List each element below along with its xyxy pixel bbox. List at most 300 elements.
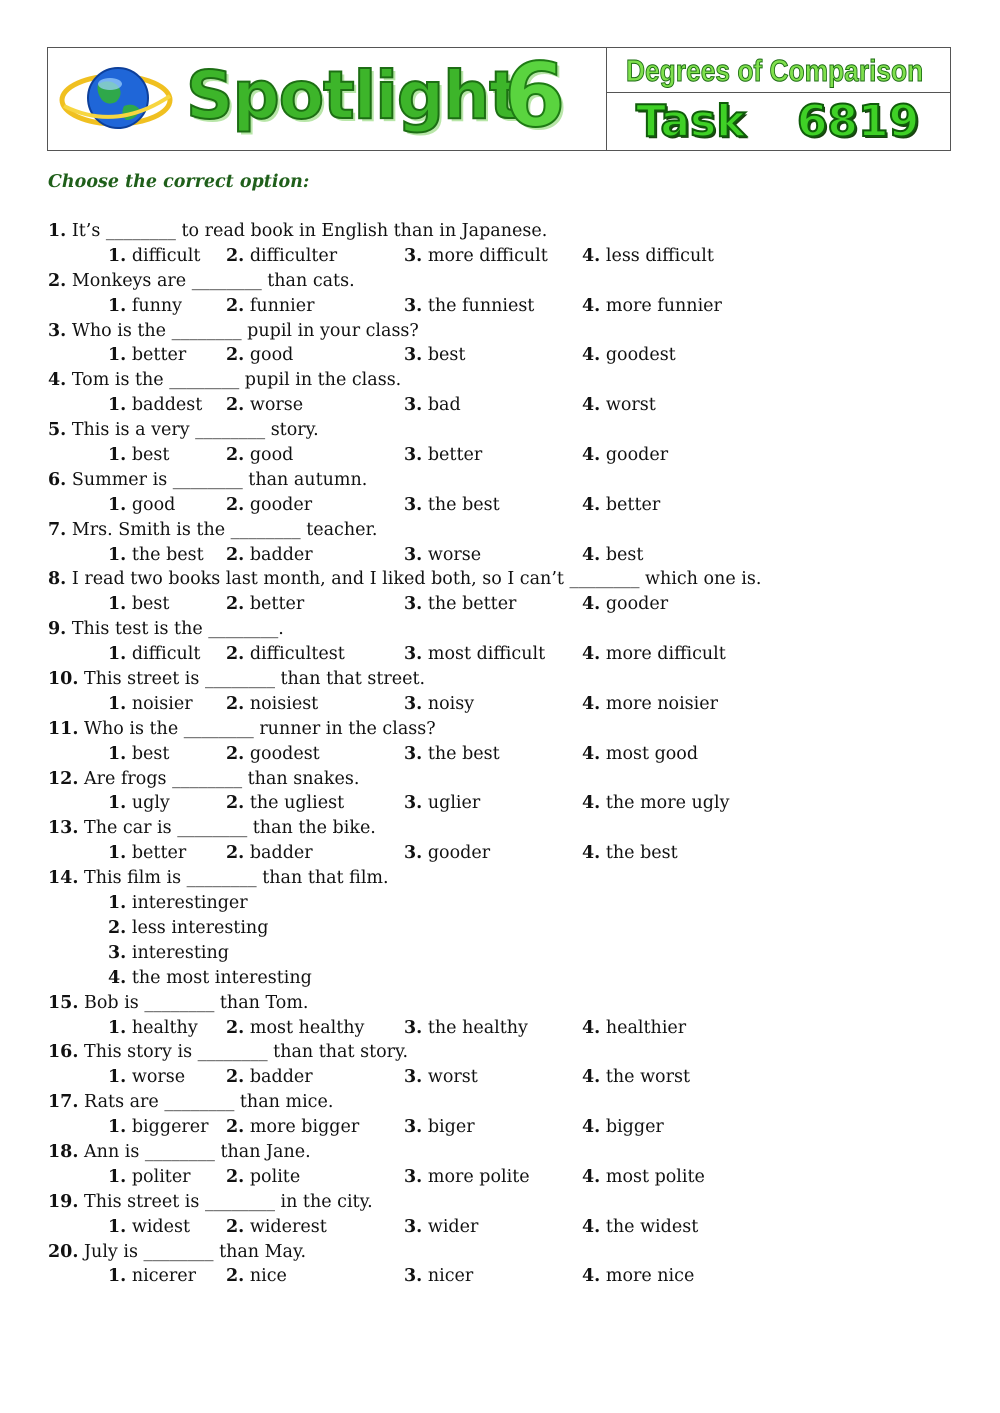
option-number: 1. <box>108 245 127 266</box>
question-number: 14. <box>48 868 79 889</box>
option-number: 1. <box>108 395 127 416</box>
options-row <box>48 841 948 866</box>
answer-option[interactable] <box>582 1165 705 1190</box>
option-number: 2. <box>226 445 245 466</box>
option-number: 3. <box>404 395 423 416</box>
option-text: the funniest <box>427 295 535 316</box>
option-text: the widest <box>605 1216 699 1237</box>
answer-option[interactable] <box>404 841 490 866</box>
option-text: more funnier <box>605 295 722 316</box>
option-number: 4. <box>582 345 601 366</box>
options-row <box>48 1264 948 1289</box>
answer-option[interactable] <box>108 1264 196 1289</box>
question-text: Ann is ________ than Jane. <box>84 1141 311 1162</box>
answer-option[interactable] <box>404 493 500 518</box>
question-text: This test is the ________. <box>71 619 284 640</box>
option-number: 4. <box>582 1067 601 1088</box>
option-number: 4. <box>582 1266 601 1287</box>
options-row <box>48 343 948 368</box>
answer-option[interactable] <box>582 742 698 767</box>
answer-option[interactable] <box>226 1065 313 1090</box>
options-row <box>48 791 948 816</box>
question-18 <box>48 1140 948 1165</box>
question-number: 13. <box>48 818 79 839</box>
option-text: widerest <box>249 1216 327 1237</box>
answer-option[interactable] <box>226 592 304 617</box>
answer-option[interactable] <box>404 244 548 269</box>
option-number: 4. <box>582 544 601 565</box>
question-number: 9. <box>48 619 67 640</box>
answer-option[interactable] <box>582 343 676 368</box>
answer-option[interactable] <box>108 692 193 717</box>
option-text: more difficult <box>427 245 548 266</box>
option-text: uglier <box>427 793 481 814</box>
answer-option[interactable] <box>48 941 948 966</box>
answer-option[interactable] <box>582 592 668 617</box>
question-text: Who is the ________ pupil in your class? <box>71 320 419 341</box>
answer-option[interactable] <box>404 592 516 617</box>
question-8 <box>48 567 948 592</box>
question-text: This is a very ________ story. <box>71 420 319 441</box>
option-text: difficulter <box>249 245 338 266</box>
question-number: 18. <box>48 1141 79 1162</box>
option-text: gooder <box>427 843 491 864</box>
question-text: Mrs. Smith is the ________ teacher. <box>71 519 378 540</box>
worksheet-header <box>47 44 951 151</box>
options-row <box>48 642 948 667</box>
question-16 <box>48 1040 948 1065</box>
options-row <box>48 742 948 767</box>
option-number: 4. <box>582 1166 601 1187</box>
answer-option[interactable] <box>404 692 474 717</box>
answer-option[interactable] <box>226 543 313 568</box>
question-number: 3. <box>48 320 67 341</box>
option-text: goodest <box>605 345 676 366</box>
option-number: 4. <box>582 793 601 814</box>
answer-option[interactable] <box>582 294 722 319</box>
option-number: 4. <box>582 693 601 714</box>
option-number: 2. <box>226 693 245 714</box>
option-number: 3. <box>404 345 423 366</box>
option-number: 4. <box>582 843 601 864</box>
question-2 <box>48 269 948 294</box>
answer-option[interactable] <box>226 1115 359 1140</box>
option-number: 4. <box>582 295 601 316</box>
question-number: 16. <box>48 1042 79 1063</box>
answer-option[interactable] <box>108 841 186 866</box>
options-row <box>48 294 948 319</box>
option-number: 2. <box>226 245 245 266</box>
option-text: bad <box>427 395 461 416</box>
answer-option[interactable] <box>108 1165 191 1190</box>
answer-option[interactable] <box>108 1215 190 1240</box>
option-text: the better <box>427 594 517 615</box>
answer-option[interactable] <box>108 592 169 617</box>
answer-option[interactable] <box>582 692 718 717</box>
option-text: the most interesting <box>131 967 312 988</box>
question-number: 10. <box>48 669 79 690</box>
answer-option[interactable] <box>582 841 678 866</box>
answer-option[interactable] <box>226 443 293 468</box>
answer-option[interactable] <box>48 966 948 991</box>
logo-area <box>48 44 606 150</box>
option-number: 2. <box>226 743 245 764</box>
question-list <box>48 219 948 1289</box>
option-text: worst <box>605 395 656 416</box>
answer-option[interactable] <box>108 343 186 368</box>
answer-option[interactable] <box>404 443 482 468</box>
option-number: 3. <box>404 1067 423 1088</box>
question-5 <box>48 418 948 443</box>
question-text: Monkeys are ________ than cats. <box>71 270 355 291</box>
option-number: 1. <box>108 594 127 615</box>
option-text: baddest <box>131 395 203 416</box>
option-text: biger <box>427 1117 475 1138</box>
option-number: 3. <box>404 693 423 714</box>
option-text: nice <box>249 1266 287 1287</box>
answer-option[interactable] <box>108 543 204 568</box>
option-text: polite <box>249 1166 301 1187</box>
option-text: goodest <box>249 743 320 764</box>
options-row <box>48 692 948 717</box>
option-number: 2. <box>226 544 245 565</box>
answer-option[interactable] <box>108 642 200 667</box>
option-number: 3. <box>404 644 423 665</box>
answer-option[interactable] <box>582 791 729 816</box>
option-text: worse <box>131 1067 186 1088</box>
option-text: noisy <box>427 693 475 714</box>
question-number: 19. <box>48 1191 79 1212</box>
answer-option[interactable] <box>226 343 293 368</box>
question-number: 20. <box>48 1241 79 1262</box>
option-text: more noisier <box>605 693 718 714</box>
option-text: the best <box>427 494 500 515</box>
question-3 <box>48 319 948 344</box>
answer-option[interactable] <box>226 1264 287 1289</box>
question-6 <box>48 468 948 493</box>
option-text: the ugliest <box>249 793 345 814</box>
answer-option[interactable] <box>108 443 169 468</box>
option-number: 2. <box>226 295 245 316</box>
option-text: less difficult <box>605 245 714 266</box>
option-number: 1. <box>108 644 127 665</box>
option-text: badder <box>249 843 313 864</box>
question-number: 7. <box>48 519 67 540</box>
options-row <box>48 1065 948 1090</box>
option-text: nicer <box>427 1266 474 1287</box>
option-text: better <box>131 345 187 366</box>
answer-option[interactable] <box>226 393 303 418</box>
answer-option[interactable] <box>226 841 313 866</box>
option-number: 1. <box>108 295 127 316</box>
answer-option[interactable] <box>108 1016 198 1041</box>
question-number: 1. <box>48 221 67 241</box>
question-number: 17. <box>48 1092 79 1113</box>
option-number: 1. <box>108 494 127 515</box>
answer-option[interactable] <box>48 891 948 916</box>
option-number: 1. <box>108 544 127 565</box>
answer-option[interactable] <box>582 543 643 568</box>
question-number: 15. <box>48 992 79 1013</box>
globe-icon <box>58 60 174 138</box>
task-number: 6819 <box>796 96 920 147</box>
answer-option[interactable] <box>582 1115 664 1140</box>
option-text: more nice <box>605 1266 695 1287</box>
answer-option[interactable] <box>404 1016 528 1041</box>
option-number: 2. <box>226 1266 245 1287</box>
header-divider-vertical <box>606 48 607 150</box>
option-number: 4. <box>582 245 601 266</box>
option-text: worse <box>427 544 482 565</box>
answer-option[interactable] <box>226 1215 327 1240</box>
option-number: 3. <box>404 594 423 615</box>
option-number: 1. <box>108 1067 127 1088</box>
question-1 <box>48 219 948 244</box>
question-text: This film is ________ than that film. <box>84 868 389 889</box>
option-text: the healthy <box>427 1017 528 1038</box>
question-17 <box>48 1090 948 1115</box>
option-text: best <box>427 345 466 366</box>
answer-option[interactable] <box>226 1016 364 1041</box>
option-text: best <box>131 445 170 466</box>
options-row <box>48 1016 948 1041</box>
question-15 <box>48 991 948 1016</box>
option-number: 3. <box>404 793 423 814</box>
question-4 <box>48 368 948 393</box>
answer-option[interactable] <box>404 1165 530 1190</box>
option-number: 1. <box>108 843 127 864</box>
option-number: 2. <box>226 1216 245 1237</box>
instruction-text: Choose the correct option: <box>48 172 310 192</box>
option-text: healthy <box>131 1017 198 1038</box>
option-number: 3. <box>404 1017 423 1038</box>
question-10 <box>48 667 948 692</box>
answer-option[interactable] <box>582 393 656 418</box>
option-number: 2. <box>226 843 245 864</box>
answer-option[interactable] <box>582 1065 690 1090</box>
option-text: the more ugly <box>605 793 730 814</box>
answer-option[interactable] <box>108 1065 185 1090</box>
question-14 <box>48 866 948 891</box>
answer-option[interactable] <box>582 1016 686 1041</box>
question-text: Who is the ________ runner in the class? <box>84 718 436 739</box>
question-text: I read two books last month, and I liked both, so I can’t ________ which one is. <box>71 569 762 590</box>
option-number: 3. <box>404 1117 423 1138</box>
option-number: 1. <box>108 693 127 714</box>
option-text: best <box>131 594 170 615</box>
question-number: 4. <box>48 370 67 391</box>
option-number: 4. <box>108 967 127 988</box>
option-number: 1. <box>108 445 127 466</box>
answer-option[interactable] <box>404 791 480 816</box>
option-number: 1. <box>108 793 127 814</box>
option-number: 2. <box>226 1166 245 1187</box>
option-number: 3. <box>108 942 127 963</box>
option-text: good <box>249 445 294 466</box>
option-text: politer <box>131 1166 191 1187</box>
options-row <box>48 1215 948 1240</box>
answer-option[interactable] <box>582 1264 694 1289</box>
options-row <box>48 244 948 269</box>
answer-option[interactable] <box>404 1065 478 1090</box>
option-text: wider <box>427 1216 479 1237</box>
option-text: badder <box>249 1067 313 1088</box>
option-number: 3. <box>404 1166 423 1187</box>
answer-option[interactable] <box>226 1165 300 1190</box>
answer-option[interactable] <box>404 294 534 319</box>
answer-option[interactable] <box>48 916 948 941</box>
option-text: best <box>605 544 644 565</box>
question-text: Tom is the ________ pupil in the class. <box>71 370 402 391</box>
answer-option[interactable] <box>582 642 726 667</box>
answer-option[interactable] <box>108 244 200 269</box>
answer-option[interactable] <box>108 393 202 418</box>
option-text: most good <box>605 743 699 764</box>
answer-option[interactable] <box>226 742 320 767</box>
option-number: 3. <box>404 445 423 466</box>
options-row <box>48 1165 948 1190</box>
option-text: worse <box>249 395 304 416</box>
option-number: 3. <box>404 494 423 515</box>
option-number: 3. <box>404 295 423 316</box>
option-text: interesting <box>131 942 229 963</box>
answer-option[interactable] <box>404 543 481 568</box>
answer-option[interactable] <box>404 742 500 767</box>
option-number: 4. <box>582 644 601 665</box>
option-number: 2. <box>226 1017 245 1038</box>
option-text: more polite <box>427 1166 530 1187</box>
option-text: healthier <box>605 1017 687 1038</box>
answer-option[interactable] <box>404 393 461 418</box>
header-divider-horizontal <box>606 92 951 93</box>
option-text: noisiest <box>249 693 319 714</box>
question-text: Are frogs ________ than snakes. <box>84 768 360 789</box>
answer-option[interactable] <box>226 791 344 816</box>
option-text: good <box>131 494 176 515</box>
option-number: 2. <box>226 494 245 515</box>
question-20 <box>48 1240 948 1265</box>
option-text: widest <box>131 1216 191 1237</box>
question-9 <box>48 617 948 642</box>
task-label <box>636 94 919 150</box>
answer-option[interactable] <box>404 1115 475 1140</box>
option-number: 2. <box>226 644 245 665</box>
option-text: worst <box>427 1067 478 1088</box>
option-number: 3. <box>404 743 423 764</box>
option-number: 1. <box>108 1017 127 1038</box>
option-number: 1. <box>108 1166 127 1187</box>
option-text: gooder <box>605 445 669 466</box>
question-text: The car is ________ than the bike. <box>84 818 376 839</box>
options-row <box>48 543 948 568</box>
answer-option[interactable] <box>582 493 660 518</box>
answer-option[interactable] <box>404 1264 473 1289</box>
option-number: 4. <box>582 1017 601 1038</box>
option-number: 3. <box>404 1216 423 1237</box>
option-number: 4. <box>582 743 601 764</box>
answer-option[interactable] <box>404 1215 478 1240</box>
option-number: 4. <box>582 445 601 466</box>
answer-option[interactable] <box>226 493 312 518</box>
option-number: 2. <box>226 345 245 366</box>
question-text: Rats are ________ than mice. <box>84 1092 334 1113</box>
options-row <box>48 1115 948 1140</box>
answer-option[interactable] <box>582 1215 698 1240</box>
option-text: gooder <box>605 594 669 615</box>
option-number: 3. <box>404 544 423 565</box>
option-number: 1. <box>108 1117 127 1138</box>
options-row <box>48 443 948 468</box>
option-text: more difficult <box>605 644 726 665</box>
answer-option[interactable] <box>226 642 345 667</box>
option-number: 4. <box>582 494 601 515</box>
option-text: funny <box>131 295 183 316</box>
option-text: less interesting <box>131 917 269 938</box>
question-text: July is ________ than May. <box>84 1241 307 1262</box>
question-text: Bob is ________ than Tom. <box>84 992 309 1013</box>
option-text: bigger <box>605 1117 664 1138</box>
option-text: better <box>427 445 483 466</box>
answer-option[interactable] <box>226 244 337 269</box>
answer-option[interactable] <box>108 791 170 816</box>
option-text: better <box>131 843 187 864</box>
option-text: funnier <box>249 295 315 316</box>
question-number: 2. <box>48 270 67 291</box>
question-text: Summer is ________ than autumn. <box>71 469 368 490</box>
task-word: Task <box>636 96 746 147</box>
option-number: 1. <box>108 743 127 764</box>
option-text: biggerer <box>131 1117 209 1138</box>
option-text: the best <box>131 544 204 565</box>
option-text: the best <box>605 843 678 864</box>
answer-option[interactable] <box>226 294 314 319</box>
answer-option[interactable] <box>108 294 182 319</box>
answer-option[interactable] <box>108 493 175 518</box>
option-text: difficultest <box>249 644 345 665</box>
option-text: interestinger <box>131 893 248 914</box>
question-12 <box>48 767 948 792</box>
option-number: 3. <box>404 843 423 864</box>
topic-title: Degrees of Comparison <box>626 53 924 88</box>
option-text: most polite <box>605 1166 705 1187</box>
answer-option[interactable] <box>404 343 465 368</box>
option-text: the best <box>427 743 500 764</box>
option-number: 2. <box>226 1067 245 1088</box>
option-text: more bigger <box>249 1117 360 1138</box>
question-number: 6. <box>48 469 67 490</box>
option-number: 1. <box>108 345 127 366</box>
answer-option[interactable] <box>108 742 169 767</box>
option-number: 4. <box>582 1216 601 1237</box>
answer-option[interactable] <box>108 1115 209 1140</box>
option-number: 4. <box>582 1117 601 1138</box>
answer-option[interactable] <box>404 642 545 667</box>
question-number: 12. <box>48 768 79 789</box>
option-text: good <box>249 345 294 366</box>
option-number: 2. <box>108 917 127 938</box>
question-text: This story is ________ than that story. <box>84 1042 409 1063</box>
answer-option[interactable] <box>582 443 668 468</box>
answer-option[interactable] <box>226 692 318 717</box>
option-text: difficult <box>131 644 201 665</box>
option-text: most difficult <box>427 644 546 665</box>
option-text: best <box>131 743 170 764</box>
option-text: difficult <box>131 245 201 266</box>
answer-option[interactable] <box>582 244 714 269</box>
options-row <box>48 393 948 418</box>
question-number: 8. <box>48 569 67 590</box>
option-number: 1. <box>108 1216 127 1237</box>
